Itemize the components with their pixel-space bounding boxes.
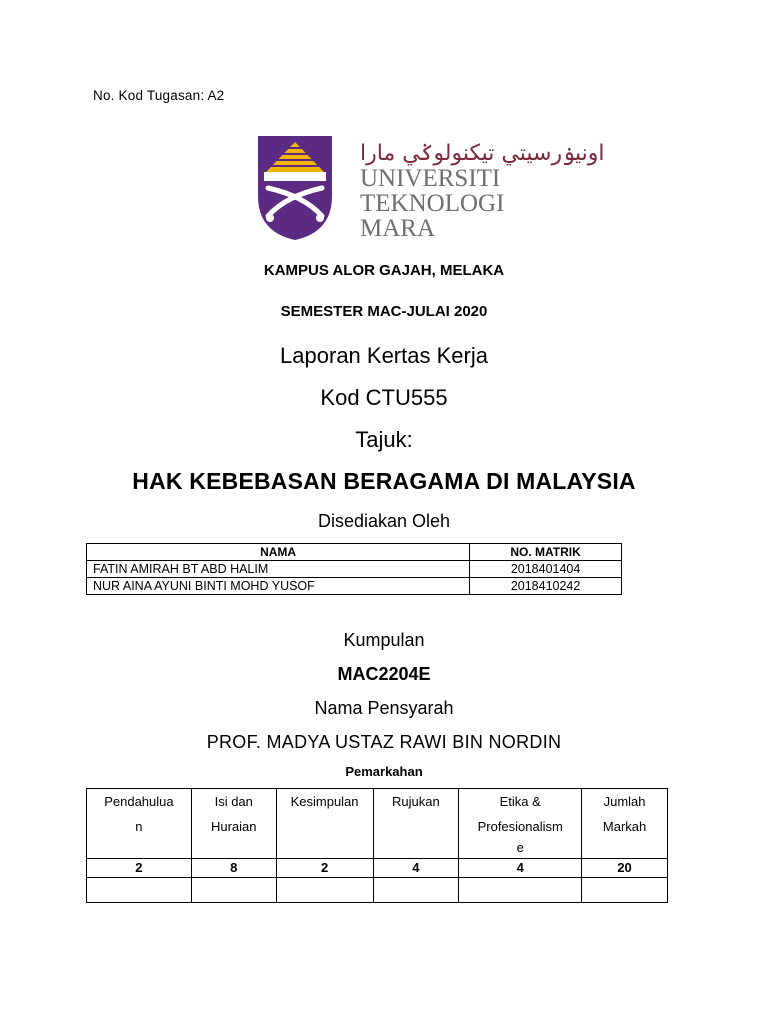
marks-header-cell: Etika & Profesionalism e xyxy=(459,789,582,859)
mark-value: 2 xyxy=(87,859,192,878)
lecturer-name: PROF. MADYA USTAZ RAWI BIN NORDIN xyxy=(206,732,562,752)
marks-header-cell: Kesimpulan xyxy=(276,789,373,859)
student-name: FATIN AMIRAH BT ABD HALIM xyxy=(87,561,470,578)
prepared-by: Disediakan Oleh xyxy=(317,511,451,531)
marks-header-row xyxy=(87,789,668,859)
student-name: NUR AINA AYUNI BINTI MOHD YUSOF xyxy=(87,578,470,595)
table-row xyxy=(87,578,622,595)
logo-line-3: MARA xyxy=(360,215,436,242)
report-type: Laporan Kertas Kerja xyxy=(280,343,488,368)
uitm-crest-icon xyxy=(256,134,605,242)
marks-blank-row xyxy=(87,878,668,903)
mark-value: 4 xyxy=(373,859,459,878)
blank-cell[interactable] xyxy=(191,878,276,903)
group-label: Kumpulan xyxy=(343,630,425,650)
mark-value: 2 xyxy=(276,859,373,878)
marks-label: Pemarkahan xyxy=(345,764,423,779)
marks-table xyxy=(86,788,668,903)
student-matric: 2018401404 xyxy=(470,561,622,578)
campus-heading: KAMPUS ALOR GAJAH, MELAKA xyxy=(263,262,505,279)
student-matric: 2018410242 xyxy=(470,578,622,595)
mark-value: 8 xyxy=(191,859,276,878)
students-table xyxy=(86,543,622,595)
students-header-row xyxy=(87,544,622,561)
marks-header-cell: Isi dan Huraian xyxy=(191,789,276,859)
assignment-code: No. Kod Tugasan: A2 xyxy=(93,88,225,103)
logo-line-2: TEKNOLOGI xyxy=(360,190,505,217)
jawi-text: اونيۏرسيتي تيکنولوݢي مارا xyxy=(360,141,605,166)
marks-header-cell: Pendahulua n xyxy=(87,789,192,859)
header-name: NAMA xyxy=(87,544,470,561)
mark-value: 4 xyxy=(459,859,582,878)
mark-value: 20 xyxy=(582,859,668,878)
table-row xyxy=(87,561,622,578)
blank-cell[interactable] xyxy=(459,878,582,903)
logo-line-1: UNIVERSITI xyxy=(360,165,501,192)
blank-cell[interactable] xyxy=(87,878,192,903)
course-code: Kod CTU555 xyxy=(320,385,448,410)
uitm-logo xyxy=(256,134,605,242)
marks-values-row xyxy=(87,859,668,878)
marks-header-cell: Jumlah Markah xyxy=(582,789,668,859)
semester-heading: SEMESTER MAC-JULAI 2020 xyxy=(280,303,488,320)
blank-cell[interactable] xyxy=(582,878,668,903)
lecturer-label: Nama Pensyarah xyxy=(314,698,454,718)
header-matric: NO. MATRIK xyxy=(470,544,622,561)
blank-cell[interactable] xyxy=(373,878,459,903)
blank-cell[interactable] xyxy=(276,878,373,903)
title-label: Tajuk: xyxy=(355,427,413,452)
group-code: MAC2204E xyxy=(337,664,431,684)
report-title: HAK KEBEBASAN BERAGAMA DI MALAYSIA xyxy=(132,468,636,494)
marks-header-cell: Rujukan xyxy=(373,789,459,859)
